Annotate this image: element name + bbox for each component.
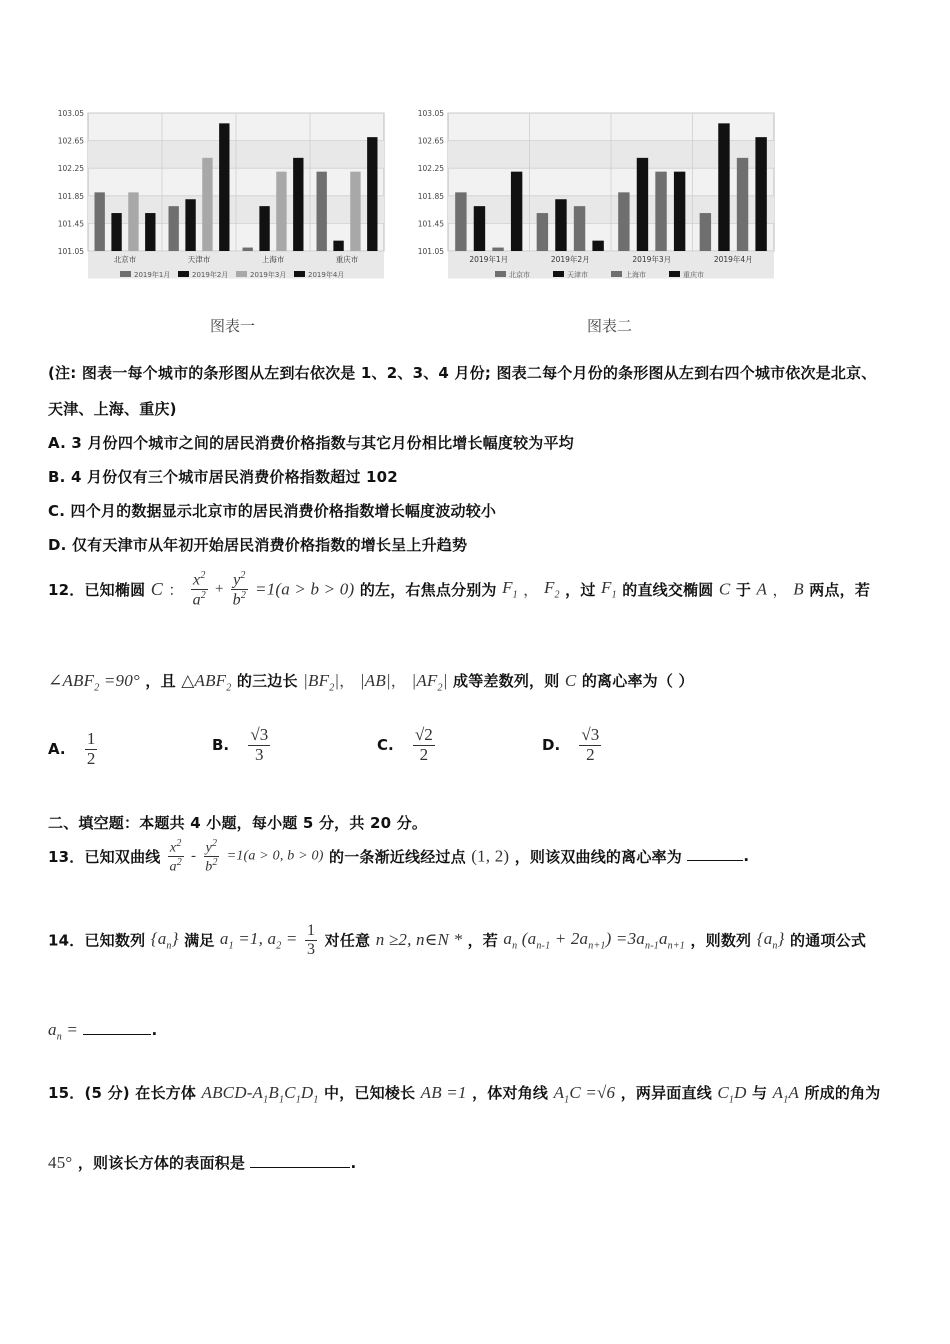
chart-2-legend-label: 上海市: [625, 271, 646, 279]
q12-line-1: 12．已知椭圆 C ： $\frac{x^2}{a^2}$ + $\frac{y^2}{b^2}$ =1(a > b > 0) 的左，右焦点分别为 $F_1$ ， $F_2$ ，过 $F_1$ 的直线交椭圆 C 于 A ， B 两点，若: [48, 570, 871, 609]
q14-line-1: 14．已知数列 $\{a_n\}$ 满足 $a_1 =1$, $a_2$ = $\frac{1}{3}$ 对任意 n ≥2, n∈N * ，若 $a_n$ $(a_{n-1} + 2a_{n+1}) =3a_{n-1}a_{n+1}$ ，则数列 $\{a_n\}$ 的通项公式: [48, 922, 867, 958]
q15-line-1: 15．(5 分) 在长方体 ABCD-$A_1B_1C_1D_1$ 中，已知棱长 AB =1 ，体对角线 $A_1C =√6$ ，两异面直线 $C_1D$ 与 $A_1A$ 所成的角为: [48, 1083, 881, 1106]
chart-1-legend-swatch: [120, 271, 131, 277]
chart-2-bar: [474, 206, 485, 251]
q11-option-a: A. 3 月份四个城市之间的居民消费价格指数与其它月份相比增长幅度较为平均: [48, 434, 574, 452]
chart-1-bar: [367, 137, 377, 251]
chart-1-y-tick-label: 103.05: [57, 109, 84, 118]
chart-1-bar: [111, 213, 121, 251]
chart-1-y-tick-label: 102.65: [57, 136, 84, 146]
chart-2-x-tick-label: 2019年1月: [469, 255, 509, 264]
chart-2-bar: [637, 158, 648, 251]
section-2-heading: 二、填空题：本题共 4 小题，每小题 5 分，共 20 分。: [48, 814, 428, 832]
q11-option-c: C. 四个月的数据显示北京市的居民消费价格指数增长幅度波动较小: [48, 502, 497, 520]
q11-option-b: B. 4 月份仅有三个城市居民消费价格指数超过 102: [48, 468, 398, 486]
chart-2-bar: [700, 213, 711, 251]
chart-2-bar: [755, 137, 766, 251]
chart-2-y-tick-label: 101.45: [417, 219, 444, 229]
note-line-2: 天津、上海、重庆): [48, 400, 177, 418]
chart-2-legend-label: 北京市: [509, 271, 530, 279]
chart-2-legend-swatch: [553, 271, 564, 277]
chart-2-legend-label: 天津市: [567, 271, 588, 279]
chart-1-legend-label: 2019年2月: [192, 271, 229, 279]
chart-1-bar: [95, 192, 105, 251]
chart-2-bar: [455, 192, 466, 251]
chart-1-bar: [128, 192, 138, 251]
chart-2-bar: [511, 172, 522, 251]
chart-2-bar: [674, 172, 685, 251]
chart-1-bar: [145, 213, 155, 251]
chart-1-bar: [350, 172, 360, 251]
chart-2-bar: [592, 241, 603, 251]
chart-1-legend-label: 2019年3月: [250, 271, 287, 279]
chart-2-y-tick-label: 101.05: [417, 247, 444, 256]
q11-option-d: D. 仅有天津市从年初开始居民消费价格指数的增长呈上升趋势: [48, 536, 468, 554]
chart-1-bar: [333, 241, 343, 251]
q12-option-c: C. $\frac{√2}{2}$: [377, 725, 433, 764]
chart-1-bar: [243, 248, 253, 251]
chart-1-y-tick-label: 101.05: [57, 247, 84, 256]
chart-1: [50, 105, 390, 290]
chart-1-svg: [50, 105, 390, 290]
chart-1-bar: [276, 172, 286, 251]
chart-2-bar: [537, 213, 548, 251]
chart-2-y-tick-label: 103.05: [417, 109, 444, 118]
chart-2-legend-label: 重庆市: [683, 271, 704, 279]
chart-1-bar: [293, 158, 303, 251]
q15-line-2: 45° ，则该长方体的表面积是 .: [48, 1153, 357, 1172]
chart-1-x-tick-label: 天津市: [187, 255, 211, 264]
chart-2-x-tick-label: 2019年4月: [713, 255, 753, 264]
chart-2-caption: 图表二: [587, 317, 633, 335]
chart-2-y-tick-label: 102.65: [417, 136, 444, 146]
chart-1-x-tick-label: 上海市: [261, 255, 285, 264]
chart-1-bar: [219, 123, 229, 251]
chart-1-bar: [317, 172, 327, 251]
chart-1-bar: [259, 206, 269, 251]
chart-1-bar: [169, 206, 179, 251]
chart-2-legend-swatch: [611, 271, 622, 277]
chart-1-x-tick-label: 北京市: [113, 255, 137, 264]
chart-1-y-tick-label: 102.25: [57, 164, 84, 174]
chart-2-legend-swatch: [495, 271, 506, 277]
chart-2-bar: [492, 248, 503, 251]
chart-2-bar: [655, 172, 666, 251]
chart-2-bar: [618, 192, 629, 251]
q12-option-d: D. $\frac{√3}{2}$: [542, 725, 600, 764]
chart-1-y-tick-label: 101.85: [57, 191, 84, 201]
chart-1-x-tick-label: 重庆市: [335, 255, 359, 264]
chart-1-legend-swatch: [236, 271, 247, 277]
chart-1-legend-label: 2019年1月: [134, 271, 171, 279]
chart-2-bar: [574, 206, 585, 251]
chart-2-legend-swatch: [669, 271, 680, 277]
chart-2-bar: [737, 158, 748, 251]
chart-2-bar: [555, 199, 566, 251]
chart-1-bar: [202, 158, 212, 251]
q12-line-2: $\angle ABF_2 =90^\circ$ ，且 $\triangle ABF_2$ 的三边长 $|BF_2|$， |AB|， $|AF_2|$ 成等差数列，则 C 的离心率为（ ）: [48, 671, 694, 694]
q12-option-a: A. $\frac{1}{2}$: [48, 729, 96, 768]
q14-line-2: $a_n$ = .: [48, 1020, 158, 1043]
chart-2-x-tick-label: 2019年3月: [632, 255, 672, 264]
chart-2-y-tick-label: 102.25: [417, 164, 444, 174]
chart-2: [410, 105, 780, 290]
chart-1-legend-swatch: [178, 271, 189, 277]
chart-1-bar: [185, 199, 195, 251]
chart-1-legend-label: 2019年4月: [308, 271, 345, 279]
q13-line: 13．已知双曲线 $\frac{x^2}{a^2}$ - $\frac{y^2}{b^2}$ =1(a > 0, b > 0) 的一条渐近线经过点 (1, 2) ，则该双曲线的离心率为 .: [48, 838, 750, 875]
chart-1-y-tick-label: 101.45: [57, 219, 84, 229]
chart-2-x-tick-label: 2019年2月: [550, 255, 590, 264]
chart-2-y-tick-label: 101.85: [417, 191, 444, 201]
chart-1-caption: 图表一: [210, 317, 256, 335]
note-line-1: (注: 图表一每个城市的条形图从左到右依次是 1、2、3、4 月份; 图表二每个月份的条形图从左到右四个城市依次是北京、: [48, 364, 877, 382]
chart-2-svg: [410, 105, 780, 290]
chart-1-legend-swatch: [294, 271, 305, 277]
q12-option-b: B. $\frac{√3}{3}$: [212, 725, 269, 764]
chart-2-bar: [718, 123, 729, 251]
